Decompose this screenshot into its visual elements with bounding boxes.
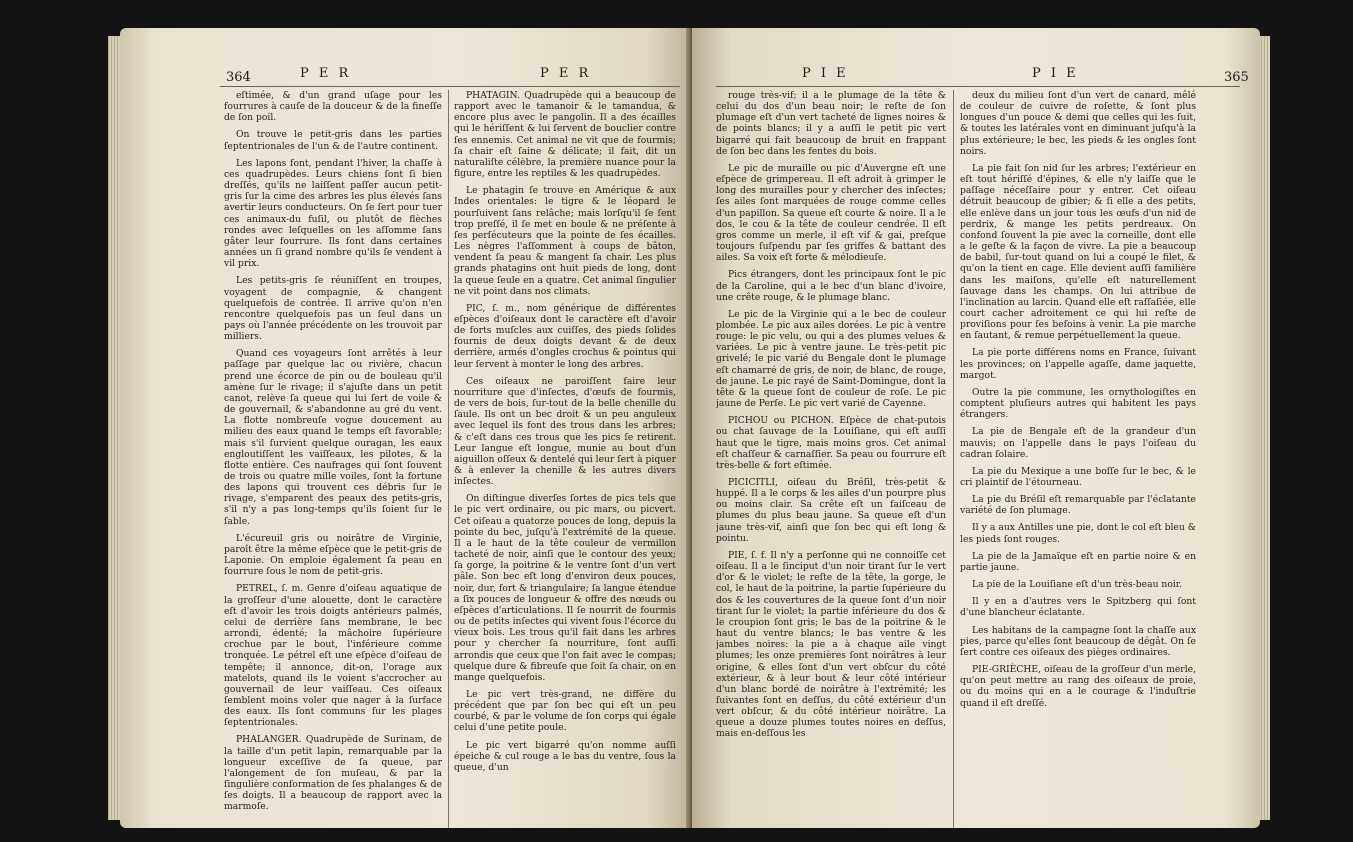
paragraph: Le phatagin ſe trouve en Amérique & aux Indes orientales: le tigre & le léopard le pourſuivent ſans relâche; mais lorſqu'il ſe ſent trop preſſé, il ſe met en boule & ne préſente à ſes perſécuteurs que la pointe de ſes écailles. Les nègres l'aſſomment à coups de bâton, vendent ſa peau & mangent ſa chair. Les plus grands phatagins ont huit pieds de long, dont la queue ſeule en a quatre. Cet animal ſingulier ne vit point dans nos climats. xyxy=(454,185,676,297)
paragraph: PIC, ſ. m., nom générique de différentes eſpèces d'oiſeaux dont le caractère eſt d'avoir de forts muſcles aux cuiſſes, des pieds ſolides fournis de deux doigts devant & de deux derrière, armés d'ongles crochus & pointus qui leur ſervent à monter le long des arbres. xyxy=(454,302,676,370)
right-column-2 xyxy=(960,90,1196,828)
right-header-col2: P I E xyxy=(1032,66,1079,81)
paragraph: Le pic de muraille ou pic d'Auvergne eſt une eſpèce de grimpereau. Il eſt adroit à grimper le long des murailles pour y chercher des inſectes; ſes ailes ſont marquées de rouge comme celles d'un papillon. Sa queue eſt courte & noire. Il a le dos, le cou & la tête de couleur cendrée. Il eſt gros comme un merle, il eſt vif & gai, preſque toujours ſuſpendu par ſes griffes & battant des ailes. Sa voix eſt forte & mélodieuſe. xyxy=(716,162,946,264)
left-page xyxy=(120,28,692,828)
paragraph: PICICITLI, oiſeau du Bréſil, très-petit & huppé. Il a le corps & les ailes d'un pourpre plus ou moins clair. Sa crête eſt un faiſceau de plumes du plus beau jaune. Sa queue eſt d'un jaune très-vif, ainſi que ſon bec qui eſt long & pointu. xyxy=(716,477,946,544)
paragraph: La pie de la Jamaïque eſt en partie noire & en partie jaune. xyxy=(960,550,1196,573)
paragraph: La pie de la Louiſiane eſt d'un très-beau noir. xyxy=(972,579,1183,591)
left-header-rule xyxy=(220,86,680,87)
left-column-1 xyxy=(224,90,442,828)
paragraph: Ces oiſeaux ne paroiſſent faire leur nourriture que d'inſectes, d'œufs de fourmis, de vers de bois, ſur-tout de la belle chenille du ſaule. Ils ont un bec droit & un peu anguleux avec lequel ils font des trous dans les arbres; & c'eſt dans ces trous que les pics ſe retirent. Leur langue eſt longue, munie au bout d'un aiguillon oſſeux & dentelé qui leur ſert à piquer & à enlever la chenille & les autres divers inſectes. xyxy=(454,375,676,488)
right-header-col1: P I E xyxy=(802,66,849,81)
left-column-2 xyxy=(454,90,676,828)
paragraph: L'écureuil gris ou noirâtre de Virginie, paroît être la même eſpèce que le petit-gris de Laponie. On emploie également ſa peau en fourrure ſous le nom de petit-gris. xyxy=(224,532,442,578)
paragraph: Il y a aux Antilles une pie, dont le col eſt bleu & les pieds ſont rouges. xyxy=(960,522,1196,545)
paragraph: PIE, ſ. f. Il n'y a perſonne qui ne connoiſſe cet oiſeau. Il a le ſinciput d'un noir tirant ſur le vert d'or & le violet; le reſte de la tête, la gorge, le col, le haut de la poitrine, la partie ſupérieure du dos & les couvertures de la queue ſont d'un noir tirant ſur le violet; la partie inférieure du dos & le croupion ſont gris; le bas de la poitrine & le haut du ventre blancs; le bas ventre & les jambes noires: la pie a à chaque aile vingt plumes; les onze premières ſont noirâtres à leur origine, & elles ſont d'un vert obſcur du côté extérieur, & à leur bout & leur côté intérieur d'un blanc bordé de noirâtre à l'extrémité; les ſuivantes ſont en deſſus, du côté extérieur d'un vert obſcur, & du côté intérieur noirâtre. La queue a douze plumes toutes noires en deſſus, mais en-deſſous les xyxy=(716,549,946,740)
right-header-rule xyxy=(716,86,1240,87)
right-column-1 xyxy=(716,90,946,828)
paragraph: Les habitans de la campagne ſont la chaſſe aux pies, parce qu'elles ſont beaucoup de dégât. On ſe ſert contre ces oiſeaux des pièges ordinaires. xyxy=(960,624,1196,658)
paragraph: Le pic vert bigarré qu'on nomme auſſi épeiche & cul rouge a le bas du ventre, ſous la queue, d'un xyxy=(454,739,676,773)
paragraph: Quand ces voyageurs ſont arrêtés à leur paſſage par quelque lac ou rivière, chacun prend une écorce de pin ou de bouleau qu'il amène ſur le rivage; il s'ajuſte dans un petit canot, relève ſa queue qui lui ſert de voile & de gouvernail, & s'abandonne au gré du vent. La flotte nombreuſe vogue doucement au milieu des eaux quand le temps eſt favorable; mais s'il ſurvient quelque ouragan, les eaux engloutiſſent les vaiſſeaux, les pilotes, & la flotte entière. Ces naufrages qui ſont ſouvent de trois ou quatre mille voiles, ſont la fortune des lapons qui trouvent ces débris ſur le rivage, s'emparent des peaux des petits-gris, s'il n'y a pas long-temps qu'ils ſoient ſur le ſable. xyxy=(224,348,442,527)
paragraph: On diſtingue diverſes ſortes de pics tels que le pic vert ordinaire, ou pic mars, ou picvert. Cet oiſeau a quatorze pouces de long, depuis la pointe du bec, juſqu'à l'extrémité de la queue. Il a le haut de la tête couleur de vermillon tacheté de noir, ainſi que le contour des yeux; ſa gorge, la poitrine & le ventre ſont d'un vert pâle. Son bec eſt long d'environ deux pouces, noir, dur, fort & triangulaire; ſa langue étendue a ſix pouces de longueur & offre des nœuds ou eſpèces d'articulations. Il ſe nourrit de fourmis ou de petits inſectes qui vivent ſous l'écorce du vieux bois. Les trous qu'il fait dans les arbres pour y chercher ſa nourriture, ſont auſſi arrondis que ceux que l'on fait avec le compas; quelque dure & fibreuſe que ſoit ſa chair, on en mange quelquefois. xyxy=(454,493,676,683)
paragraph: Les petits-gris ſe réuniſſent en troupes, voyagent de compagnie, & changent quelquefois de contrée. Il arrive qu'on n'en rencontre quelquefois pas un ſeul dans un pays où l'année précédente on les trouvoit par milliers. xyxy=(224,275,442,343)
right-page-number: 365 xyxy=(1224,70,1249,85)
paragraph: PETREL, ſ. m. Genre d'oiſeau aquatique de la groſſeur d'une alouette, dont le caractère eſt d'avoir les trois doigts antérieurs palmés, celui de derrière ſans membrane, le bec arrondi, édenté; la mâchoire ſupérieure crochue par le bout, l'inférieure comme tronquée. Le pétrel eſt une eſpèce d'oiſeau de tempête; il annonce, dit-on, l'orage aux matelots, quand ils le voient s'accrocher au gouvernail de leur vaiſſeau. Ces oiſeaux ſemblent moins voler que nager à la ſurface des eaux. Ils ſont communs ſur les plages ſeptentrionales. xyxy=(224,583,442,729)
paragraph: Il y en a d'autres vers le Spitzberg qui ſont d'une blancheur éclatante. xyxy=(960,596,1196,619)
paragraph: La pie porte différens noms en France, ſuivant les provinces; on l'appelle agaſſe, dame jaquette, margot. xyxy=(960,347,1196,381)
paragraph: La pie du Mexique a une boſſe ſur le bec, & le cri plaintif de l'étourneau. xyxy=(960,465,1196,488)
paragraph: La pie du Bréſil eſt remarquable par l'éclatante variété de ſon plumage. xyxy=(960,494,1196,517)
left-column-divider xyxy=(448,90,449,828)
paragraph: La pie fait ſon nid ſur les arbres; l'extérieur en eſt tout hériſſé d'épines, & elle n'y laiſſe que le paſſage néceſſaire pour y entrer. Cet oiſeau détruit beaucoup de gibier; & ſi elle a des petits, elle enlève dans un jour tous les œufs d'un nid de perdrix, & mange les petits perdreaux. On confond ſouvent la pie avec la corneille, dont elle a le geſte & la façon de vivre. La pie a beaucoup de babil, ſur-tout quand on lui a coupé le filet, & qu'on la tient en cage. Elle devient auſſi familière dans les maiſons, qu'elle eſt naturellement ſauvage dans les champs. On lui attribue de l'inclination au larcin. Quand elle eſt raſſaſiée, elle court cacher adroitement ce qui lui reſte de proviſions pour ſes beſoins à venir. La pie marche en ſautant, & remue perpétuellement la queue. xyxy=(960,162,1196,342)
left-page-number: 364 xyxy=(226,70,251,85)
paragraph: On trouve le petit-gris dans les parties ſeptentrionales de l'un & de l'autre continent. xyxy=(224,129,442,152)
paragraph: PIE-GRIÈCHE, oiſeau de la groſſeur d'un merle, qu'on peut mettre au rang des oiſeaux de proie, ou du moins qui en a le courage & l'induſtrie quand il eſt dreſſé. xyxy=(960,664,1196,709)
paragraph: La pie de Bengale eſt de la grandeur d'un mauvis; on l'appelle dans le pays l'oiſeau du cadran ſolaire. xyxy=(960,426,1196,460)
right-column-divider xyxy=(953,90,954,828)
paragraph: deux du milieu ſont d'un vert de canard, mêlé de couleur de cuivre de roſette, & ſont plus longues d'un pouce & demi que celles qui les ſuit, & toutes les latérales vont en diminuant juſqu'à la plus extérieure; le bec, les pieds & les ongles ſont noirs. xyxy=(960,90,1196,157)
paragraph: PICHOU ou PICHON. Eſpèce de chat-putois ou chat ſauvage de la Louiſiane, qui eſt auſſi haut que le tigre, mais moins gros. Cet animal eſt chaſſeur & carnaſſier. Sa peau ou fourrure eſt très-belle & fort eſtimée. xyxy=(716,415,946,471)
paragraph: eſtimée, & d'un grand uſage pour les fourrures à cauſe de la douceur & de la fineſſe de ſon poil. xyxy=(224,90,442,124)
paragraph: Les lapons font, pendant l'hiver, la chaſſe à ces quadrupèdes. Leurs chiens ſont ſi bien dreſſés, qu'ils ne laiſſent paſſer aucun petit-gris ſur la cime des arbres les plus élevés ſans avertir leurs conducteurs. On ſe ſert pour tuer ces animaux-du fuſil, ou plutôt de flèches rondes avec leſquelles on les aſſomme ſans gâter leur fourrure. Ils font dans certaines années un ſi grand nombre qu'ils ſe vendent à vil prix. xyxy=(224,157,442,270)
paragraph: Le pic vert très-grand, ne diffère du précédent que par ſon bec qui eſt un peu courbé, & par le volume de ſon corps qui égale celui d'une petite poule. xyxy=(454,688,676,734)
paragraph: PHATAGIN. Quadrupède qui a beaucoup de rapport avec le tamanoir & le tamandua, & encore plus avec le pangolin. Il a des écailles qui le hériſſent & lui ſervent de bouclier contre ſes ennemis. Cet animal ne vit que de fourmis; ſa chair eſt ſaine & délicate; il fait, dit un naturaliſte célèbre, la première nuance pour la figure, entre les reptiles & les quadrupèdes. xyxy=(454,90,676,180)
paragraph: Pics étrangers, dont les principaux ſont le pic de la Caroline, qui a le bec d'un blanc d'ivoire, une crête rouge, & le plumage blanc. xyxy=(716,269,946,303)
paragraph: PHALANGER. Quadrupède de Surinam, de la taille d'un petit lapin, remarquable par la longueur exceſſive de ſa queue, par l'alongement de ſon muſeau, & par la ſingulière conformation de ſes phalanges & de ſes doigts. Il a beaucoup de rapport avec la marmoſe. xyxy=(224,734,442,813)
paragraph: Outre la pie commune, les ornythologiſtes en comptent pluſieurs autres qui habitent les pays étrangers. xyxy=(960,386,1196,421)
paragraph: rouge très-vif; il a le plumage de la tête & celui du dos d'un beau noir; le reſte de ſon plumage eſt d'un vert tacheté de lignes noires & de points blancs; il y a auſſi le petit pic vert bigarré qui fait beaucoup de bruit en frappant de ſon bec dans les fentes du bois. xyxy=(716,90,946,157)
paragraph: Le pic de la Virginie qui a le bec de couleur plombée. Le pic aux ailes dorées. Le pic à ventre rouge: le pic velu, ou qui a des plumes velues & variées. Le pic à ventre jaune. Le très-petit pic grivelé; le pic varié du Bengale dont le plumage eſt chamarré de gris, de noir, de blanc, de rouge, de jaune. Le pic rayé de Saint-Domingue, dont la tête & la queue ſont de couleur de roſe. Le pic jaune de Perſe. Le pic vert varié de Cayenne. xyxy=(716,308,946,410)
left-header-col2: P E R xyxy=(540,66,592,81)
left-header-col1: P E R xyxy=(300,66,352,81)
right-page xyxy=(692,28,1260,828)
